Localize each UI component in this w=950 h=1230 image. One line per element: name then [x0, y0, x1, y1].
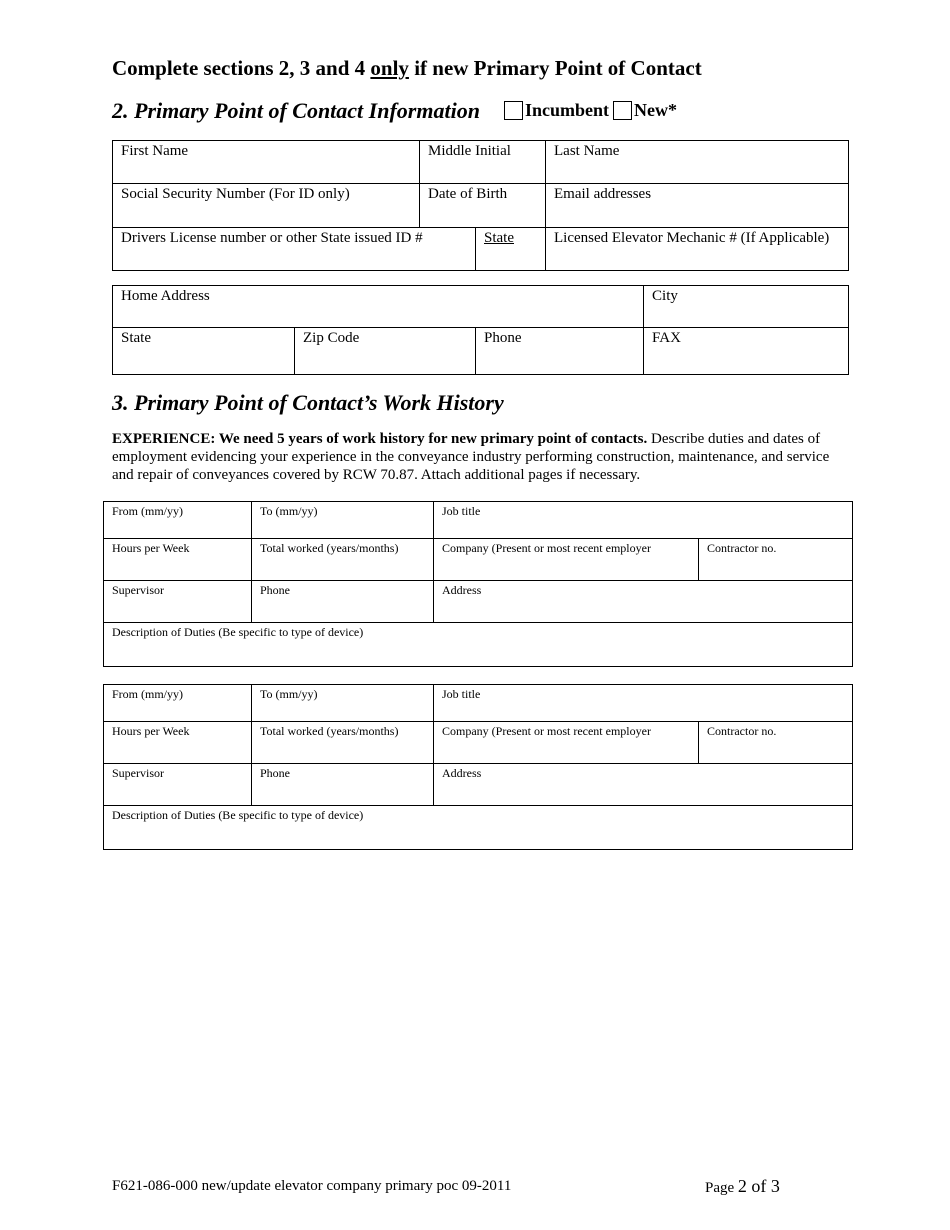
- middle-initial-field[interactable]: [420, 141, 546, 184]
- page-of: of: [746, 1176, 771, 1196]
- fax-label: FAX: [652, 330, 681, 346]
- form-id: F621-086-000 new/update elevator company primary poc 09-2011: [112, 1178, 512, 1194]
- job-title-label: Job title: [442, 504, 481, 518]
- experience-bold: EXPERIENCE: We need 5 years of work history for new primary point of contacts.: [112, 431, 648, 447]
- home-address-label: Home Address: [121, 288, 210, 304]
- work-address-field[interactable]: [434, 764, 853, 806]
- instruction-heading: [112, 56, 702, 81]
- new-checkbox[interactable]: [613, 101, 632, 120]
- work-address-label: Address: [442, 583, 482, 597]
- supervisor-label: Supervisor: [112, 766, 164, 780]
- duties-label: Description of Duties (Be specific to type of device): [112, 808, 364, 822]
- hours-label: Hours per Week: [112, 541, 190, 555]
- work-address-field[interactable]: [434, 581, 853, 623]
- supervisor-label: Supervisor: [112, 583, 164, 597]
- last-name-field[interactable]: [546, 141, 849, 184]
- from-date-label: From (mm/yy): [112, 504, 183, 518]
- company-label: Company (Present or most recent employer: [442, 724, 651, 738]
- hours-field[interactable]: [104, 539, 252, 581]
- city-field[interactable]: [644, 286, 849, 328]
- first-name-field[interactable]: [113, 141, 420, 184]
- section3-title: 3. Primary Point of Contact’s Work History: [112, 390, 504, 415]
- page-word: Page: [705, 1180, 738, 1196]
- section2-title: 2. Primary Point of Contact Information: [112, 98, 480, 123]
- ssn-label: Social Security Number (For ID only): [121, 186, 350, 202]
- total-worked-label: Total worked (years/months): [260, 541, 399, 555]
- zip-label: Zip Code: [303, 330, 360, 346]
- job-title-field[interactable]: [434, 502, 853, 539]
- company-field[interactable]: [434, 539, 699, 581]
- mechanic-number-field[interactable]: [546, 228, 849, 271]
- to-date-label: To (mm/yy): [260, 687, 318, 701]
- new-label: New*: [634, 100, 678, 120]
- work-phone-label: Phone: [260, 583, 290, 597]
- supervisor-field[interactable]: [104, 581, 252, 623]
- job-title-label: Job title: [442, 687, 481, 701]
- middle-initial-label: Middle Initial: [428, 143, 511, 159]
- incumbent-label: Incumbent: [525, 100, 610, 120]
- dob-field[interactable]: [420, 184, 546, 228]
- email-label: Email addresses: [554, 186, 652, 202]
- hours-field[interactable]: [104, 722, 252, 764]
- last-name-label: Last Name: [554, 143, 620, 159]
- fax-field[interactable]: [644, 328, 849, 375]
- contractor-field[interactable]: [699, 539, 853, 581]
- license-field[interactable]: [113, 228, 476, 271]
- work-phone-label: Phone: [260, 766, 290, 780]
- phone-label: Phone: [484, 330, 522, 346]
- work-phone-field[interactable]: [252, 581, 434, 623]
- phone-field[interactable]: [476, 328, 644, 375]
- license-state-field[interactable]: [476, 228, 546, 271]
- page-total: 3: [770, 1176, 780, 1196]
- incumbent-checkbox[interactable]: [504, 101, 523, 120]
- contractor-label: Contractor no.: [707, 724, 777, 738]
- work-history-block: [103, 684, 853, 850]
- total-worked-field[interactable]: [252, 539, 434, 581]
- state-label: State: [121, 330, 151, 346]
- first-name-label: First Name: [121, 143, 189, 159]
- total-worked-label: Total worked (years/months): [260, 724, 399, 738]
- duties-label: Description of Duties (Be specific to type of device): [112, 625, 364, 639]
- work-address-label: Address: [442, 766, 482, 780]
- city-label: City: [652, 288, 678, 304]
- company-field[interactable]: [434, 722, 699, 764]
- from-date-field[interactable]: [104, 685, 252, 722]
- work-history-block: [103, 501, 853, 667]
- contractor-label: Contractor no.: [707, 541, 777, 555]
- contact-info-table: [112, 140, 849, 271]
- contact-status-checkboxes: [504, 100, 677, 121]
- contractor-field[interactable]: [699, 722, 853, 764]
- instruction-emphasis: only: [370, 56, 409, 80]
- experience-text: Describe duties and dates of employment evidencing your experience in the conveyance industry performing construction, maintenance, and service and repair of conveyances covered by RCW 70.87. Attach additional pages if necessary.: [112, 431, 830, 483]
- page-number: [705, 1176, 780, 1197]
- email-field[interactable]: [546, 184, 849, 228]
- home-address-field[interactable]: [113, 286, 644, 328]
- from-date-field[interactable]: [104, 502, 252, 539]
- zip-field[interactable]: [295, 328, 476, 375]
- supervisor-field[interactable]: [104, 764, 252, 806]
- dob-label: Date of Birth: [428, 186, 508, 202]
- to-date-field[interactable]: [252, 685, 434, 722]
- state-field[interactable]: [113, 328, 295, 375]
- job-title-field[interactable]: [434, 685, 853, 722]
- total-worked-field[interactable]: [252, 722, 434, 764]
- to-date-label: To (mm/yy): [260, 504, 318, 518]
- company-label: Company (Present or most recent employer: [442, 541, 651, 555]
- license-state-label: State: [484, 230, 514, 246]
- from-date-label: From (mm/yy): [112, 687, 183, 701]
- duties-field[interactable]: [104, 623, 853, 667]
- license-label: Drivers License number or other State issued ID #: [121, 230, 423, 246]
- instruction-pre: Complete sections 2, 3 and 4: [112, 56, 371, 80]
- mechanic-number-label: Licensed Elevator Mechanic # (If Applicable): [554, 230, 830, 246]
- to-date-field[interactable]: [252, 502, 434, 539]
- page-current: 2: [737, 1176, 747, 1196]
- work-phone-field[interactable]: [252, 764, 434, 806]
- instruction-post: if new Primary Point of Contact: [408, 56, 702, 80]
- duties-field[interactable]: [104, 806, 853, 850]
- experience-paragraph: [112, 430, 847, 484]
- ssn-field[interactable]: [113, 184, 420, 228]
- address-table: [112, 285, 849, 375]
- hours-label: Hours per Week: [112, 724, 190, 738]
